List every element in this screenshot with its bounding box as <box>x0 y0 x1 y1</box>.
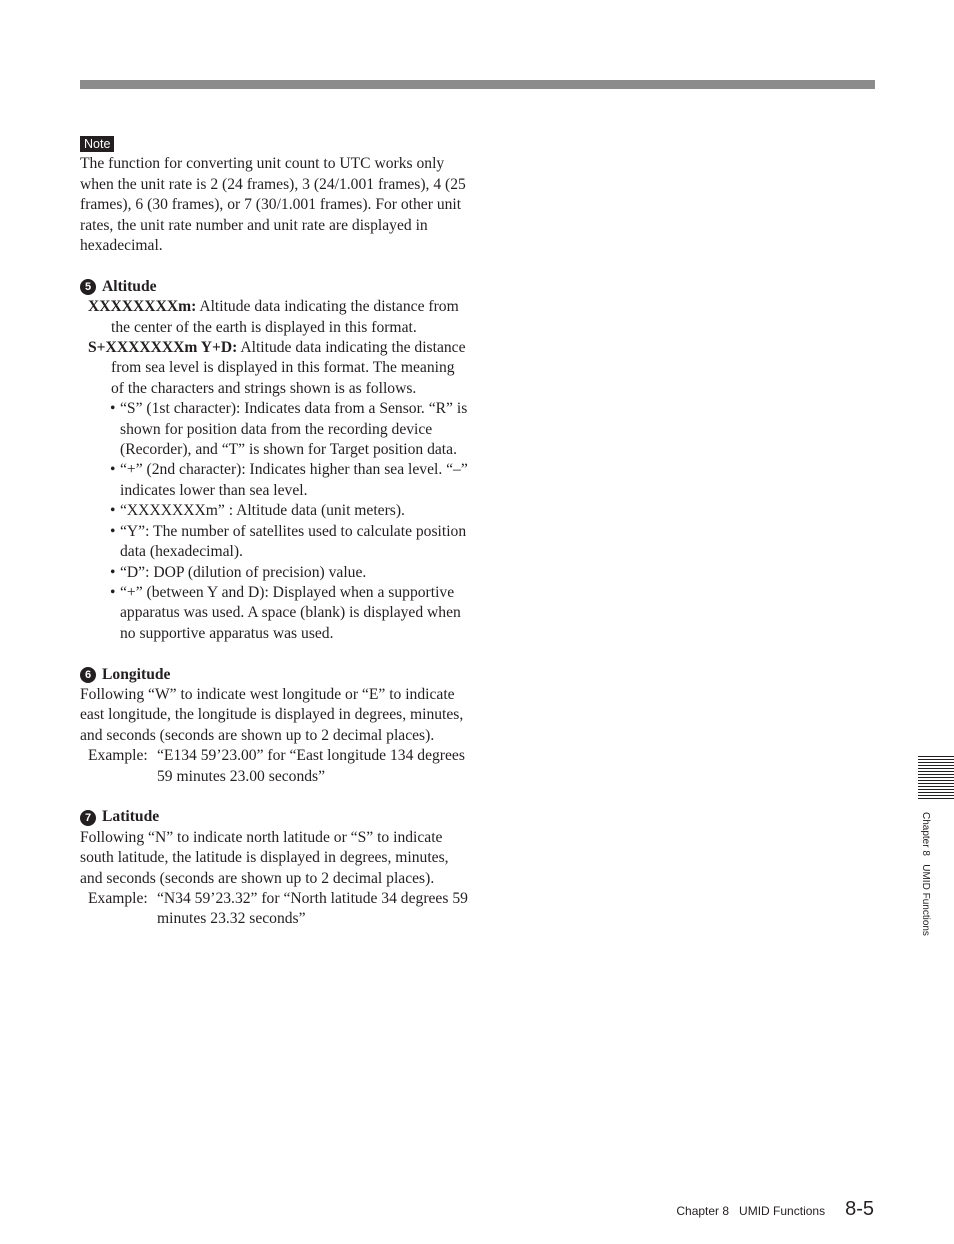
chapter-tab-stripes <box>918 756 954 801</box>
example-label: Example: <box>88 747 148 765</box>
list-item: • “Y”: The number of satellites used to calculate position data (hexadecimal). <box>110 522 467 561</box>
altitude-definition-2 <box>80 338 470 399</box>
note-label: Note <box>80 136 114 152</box>
list-item: • “S” (1st character): Indicates data from a Sensor. “R” is shown for position data from the recording device (Recorder), and “T” is shown for Target position data. <box>110 400 468 459</box>
altitude-heading <box>80 277 470 297</box>
number-7-icon: 7 <box>80 810 96 826</box>
longitude-text: Following “W” to indicate west longitude or “E” to indicate east longitude, the longitude is displayed in degrees, minutes, and seconds (seconds are shown up to 2 decimal places). <box>80 685 464 744</box>
example-text: “N34 59’23.32” for “North latitude 34 degrees 59 minutes 23.32 seconds” <box>157 889 468 928</box>
footer-chapter: Chapter 8 UMID Functions <box>676 1204 826 1218</box>
chapter-tab-label: Chapter 8 UMID Functions <box>920 812 931 936</box>
page-number: 8-5 <box>845 1198 874 1220</box>
latitude-heading <box>80 807 470 827</box>
longitude-heading <box>80 665 470 685</box>
list-item: • “D”: DOP (dilution of precision) value. <box>110 563 367 581</box>
main-content <box>80 134 470 930</box>
latitude-example <box>80 889 470 930</box>
latitude-text: Following “N” to indicate north latitude or “S” to indicate south latitude, the latitude is displayed in degrees, minutes, and seconds (seconds are shown up to 2 decimal places). <box>80 828 449 887</box>
list-item: • “XXXXXXXm” : Altitude data (unit meters). <box>110 502 405 520</box>
list-item: • “+” (2nd character): Indicates higher than sea level. “–” indicates lower than sea level. <box>110 461 468 499</box>
latitude-section <box>80 807 470 929</box>
altitude-def1-text: Altitude data indicating the distance from the center of the earth is displayed in this format. <box>111 298 459 336</box>
longitude-section <box>80 665 470 787</box>
altitude-def1-term: XXXXXXXXm: <box>88 298 197 316</box>
altitude-def2-text: Altitude data indicating the distance from sea level is displayed in this format. The meaning of the characters and strings shown is as follows. <box>111 339 466 397</box>
top-rule <box>80 80 875 89</box>
altitude-bullet-list <box>80 399 470 644</box>
page-footer <box>676 1198 874 1221</box>
altitude-title: Altitude <box>102 277 157 295</box>
longitude-title: Longitude <box>102 665 171 683</box>
number-5-icon: 5 <box>80 279 96 295</box>
altitude-def2-term: S+XXXXXXXm Y+D: <box>88 339 238 357</box>
list-item: • “+” (between Y and D): Displayed when a supportive apparatus was used. A space (blank) is displayed when no supportive apparatus was used. <box>110 583 461 642</box>
note-text: The function for converting unit count to UTC works only when the unit rate is 2 (24 frames), 3 (24/1.001 frames), 4 (25 frames), 6 (30 frames), or 7 (30/1.001 frames). For other unit rates, the unit rate number and unit rate are displayed in hexadecimal. <box>80 155 466 255</box>
example-label: Example: <box>88 889 148 907</box>
longitude-example <box>80 746 470 787</box>
note-section <box>80 134 470 256</box>
altitude-section <box>80 277 470 644</box>
example-text: “E134 59’23.00” for “East longitude 134 degrees 59 minutes 23.00 seconds” <box>157 747 465 785</box>
latitude-title: Latitude <box>102 808 160 826</box>
number-6-icon: 6 <box>80 667 96 683</box>
altitude-definition-1 <box>80 297 470 338</box>
